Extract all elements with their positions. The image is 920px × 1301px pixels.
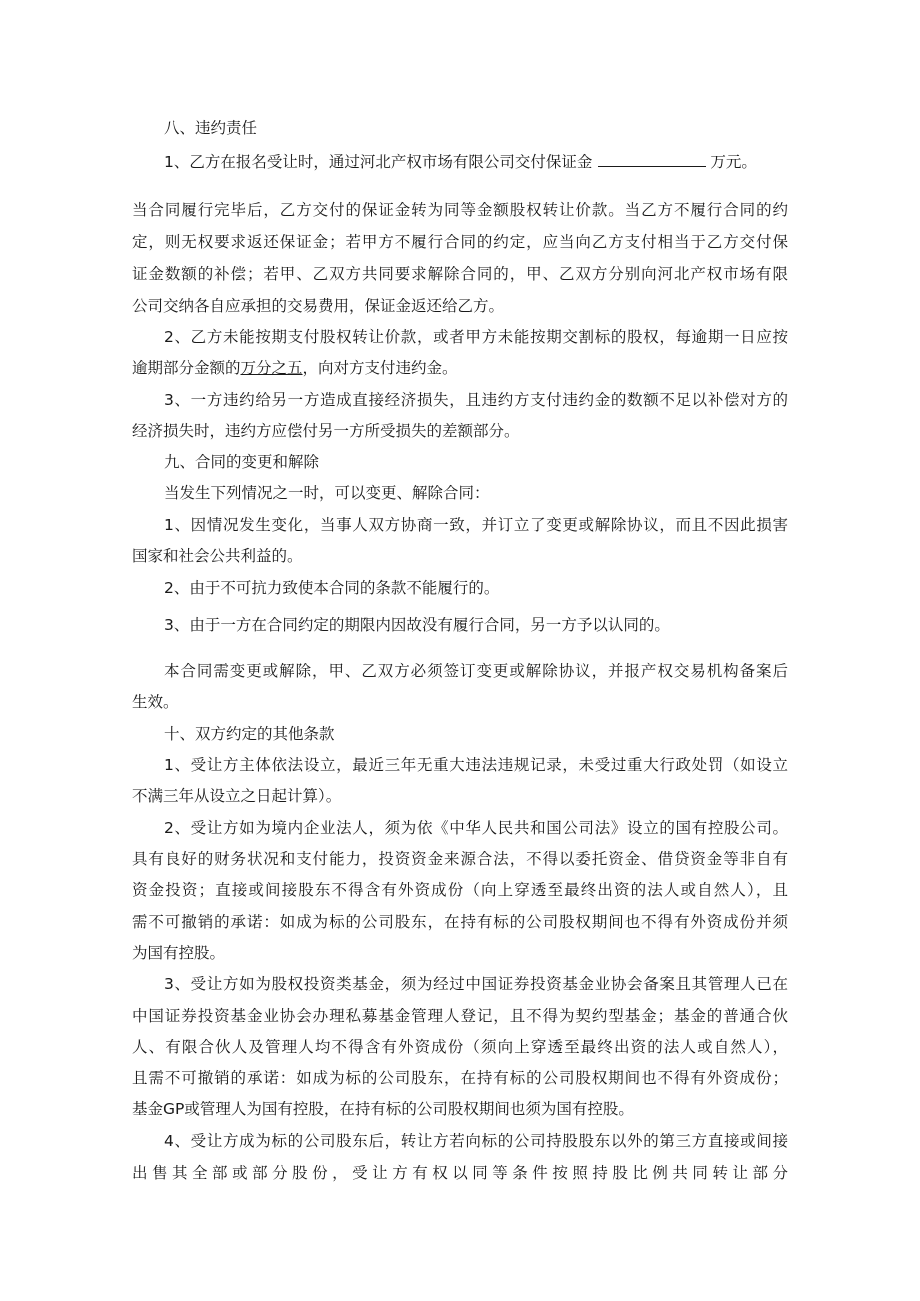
s8-p1-line: 公司交纳各自应承担的交易费用，保证金返还给乙方。 xyxy=(132,297,505,315)
s10-p3-line: 中国证券投资基金业协会办理私募基金管理人登记，且不得为契约型基金；基金的普通合伙 xyxy=(132,1007,788,1025)
s8-p3-line: 3、一方违约给另一方造成直接经济损失，且违约方支付违约金的数额不足以补偿对方的 xyxy=(164,391,788,409)
s10-p3-line: 基金GP或管理人为国有控股，在持有标的公司股权期间也须为国有控股。 xyxy=(132,1100,634,1118)
s9-p4-line: 本合同需变更或解除，甲、乙双方必须签订变更或解除协议，并报产权交易机构备案后 xyxy=(164,662,788,680)
s10-p3-line: 且需不可撤销的承诺：如成为标的公司股东，在持有标的公司股权期间也不得有外资成份； xyxy=(132,1069,788,1087)
s8-p1-line: 当合同履行完毕后，乙方交付的保证金转为同等金额股权转让价款。当乙方不履行合同的约 xyxy=(132,201,788,219)
s9-p2: 2、由于不可抗力致使本合同的条款不能履行的。 xyxy=(164,579,500,597)
section-8-para-1-first-line xyxy=(164,151,757,173)
deposit-amount-blank xyxy=(598,152,706,167)
s8-p2-text: 逾期部分金额的 xyxy=(132,359,241,377)
s10-p4-line: 4、受让方成为标的公司股东后，转让方若向标的公司持股股东以外的第三方直接或间接 xyxy=(164,1132,788,1150)
s8-p3-line: 经济损失时，违约方应偿付另一方所受损失的差额部分。 xyxy=(132,422,520,440)
s10-p2-line: 需不可撤销的承诺：如成为标的公司股东，在持有标的公司股权期间也不得有外资成份并须 xyxy=(132,913,788,931)
s9-p1-line: 国家和社会公共利益的。 xyxy=(132,547,303,565)
s9-intro: 当发生下列情况之一时，可以变更、解除合同： xyxy=(164,484,490,502)
s10-p1-line: 不满三年从设立之日起计算）。 xyxy=(132,787,342,805)
s10-p3-line: 人、有限合伙人及管理人均不得含有外资成份（须向上穿透至最终出资的法人或自然人）， xyxy=(132,1038,788,1056)
section-8-heading: 八、违约责任 xyxy=(164,119,258,137)
s8-p2-line xyxy=(132,357,458,379)
s10-p2-line: 具有良好的财务状况和支付能力，投资资金来源合法，不得以委托资金、借贷资金等非自有 xyxy=(132,850,788,868)
section-9-heading: 九、合同的变更和解除 xyxy=(164,453,320,471)
s8-p2-line: 2、乙方未能按期支付股权转让价款，或者甲方未能按期交割标的股权，每逾期一日应按 xyxy=(164,328,788,346)
s10-p3-line: 3、受让方如为股权投资类基金，须为经过中国证券投资基金业协会备案且其管理人已在 xyxy=(164,975,788,993)
section-10-heading: 十、双方约定的其他条款 xyxy=(164,725,335,743)
s8-p1-line: 证金数额的补偿；若甲、乙双方共同要求解除合同的，甲、乙双方分别向河北产权市场有限 xyxy=(132,265,788,283)
s9-p4-line: 生效。 xyxy=(132,693,179,711)
penalty-rate-underlined: 万分之五 xyxy=(240,359,303,377)
s10-p2-line: 2、受让方如为境内企业法人，须为依《中华人民共和国公司法》设立的国有控股公司。 xyxy=(164,819,788,837)
s8-p1-line: 定，则无权要求返还保证金；若甲方不履行合同的约定，应当向乙方支付相当于乙方交付保 xyxy=(132,233,788,251)
s9-p3: 3、由于一方在合同约定的期限内因故没有履行合同，另一方予以认同的。 xyxy=(164,616,670,634)
s10-p2-line: 资金投资；直接或间接股东不得含有外资成份（向上穿透至最终出资的法人或自然人），且 xyxy=(132,881,788,899)
s8-p1-text: 1、乙方在报名受让时，通过河北产权市场有限公司交付保证金 xyxy=(164,153,593,171)
s8-p2-text: ，向对方支付违约金。 xyxy=(302,359,458,377)
s10-p1-line: 1、受让方主体依法设立，最近三年无重大违法违规记录，未受过重大行政处罚（如设立 xyxy=(164,756,788,774)
s10-p4-line: 出售其全部或部分股份，受让方有权以同等条件按照持股比例共同转让部分 xyxy=(132,1164,788,1182)
s9-p1-line: 1、因情况发生变化，当事人双方协商一致，并订立了变更或解除协议，而且不因此损害 xyxy=(164,516,788,534)
s8-p1-unit: 万元。 xyxy=(710,153,757,171)
s10-p2-line: 为国有控股。 xyxy=(132,944,226,962)
